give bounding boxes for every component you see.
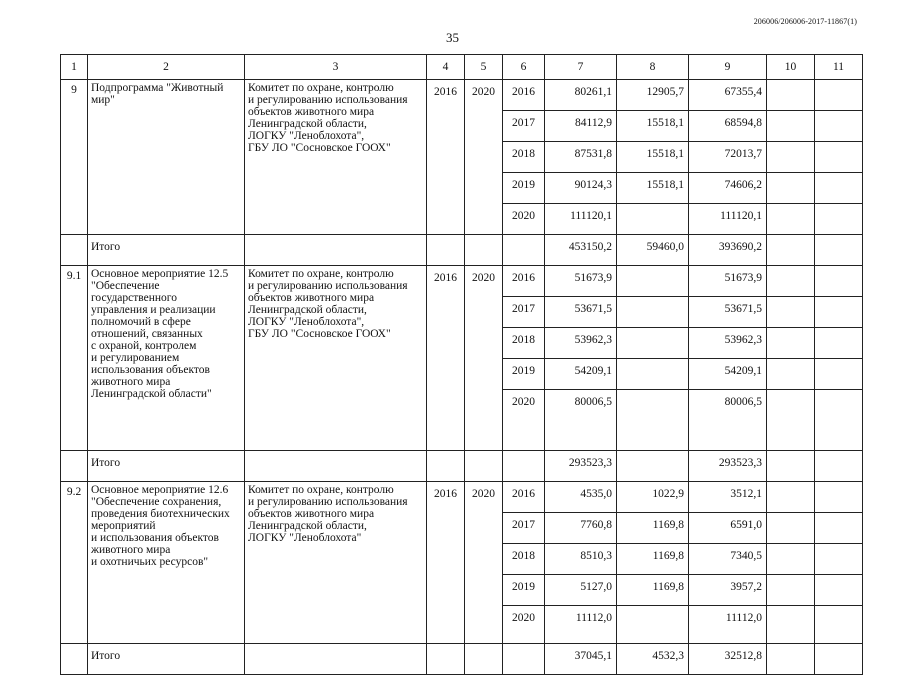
col11-cell: [815, 266, 863, 297]
federal-funding-cell: [617, 359, 689, 390]
col10-cell: [767, 482, 815, 513]
total-funding-cell: 111120,1: [545, 204, 617, 235]
col-header-2: 2: [88, 55, 245, 80]
col11-cell: [815, 297, 863, 328]
col10-cell: [767, 111, 815, 142]
year-cell: 2017: [503, 297, 545, 328]
total-funding-cell: 80006,5: [545, 390, 617, 451]
end-year-cell: 2020: [465, 482, 503, 644]
total-funding-cell: 8510,3: [545, 544, 617, 575]
col10-cell: [767, 544, 815, 575]
year-cell: 2018: [503, 328, 545, 359]
col11-cell: [815, 142, 863, 173]
total-sum-cell: 293523,3: [545, 451, 617, 482]
program-funding-table: [60, 54, 863, 675]
total-funding-cell: 51673,9: [545, 266, 617, 297]
start-year-cell: 2016: [427, 80, 465, 235]
col-header-9: 9: [689, 55, 767, 80]
col-header-11: 11: [815, 55, 863, 80]
federal-funding-cell: 15518,1: [617, 173, 689, 204]
responsible-cell: Комитет по охране, контролю и регулированию использования объектов животного мира Ленинградской области, ЛОГКУ "Леноблохота": [245, 482, 427, 644]
regional-funding-cell: 74606,2: [689, 173, 767, 204]
total-funding-cell: 84112,9: [545, 111, 617, 142]
col11-cell: [815, 173, 863, 204]
col10-cell: [767, 204, 815, 235]
total-regional-cell: 393690,2: [689, 235, 767, 266]
total-regional-cell: 32512,8: [689, 644, 767, 675]
regional-funding-cell: 3512,1: [689, 482, 767, 513]
regional-funding-cell: 53962,3: [689, 328, 767, 359]
regional-funding-cell: 3957,2: [689, 575, 767, 606]
year-cell: 2017: [503, 513, 545, 544]
regional-funding-cell: 11112,0: [689, 606, 767, 644]
total-funding-cell: 54209,1: [545, 359, 617, 390]
col11-cell: [815, 111, 863, 142]
total-funding-cell: 53962,3: [545, 328, 617, 359]
total-empty-cell: [503, 644, 545, 675]
regional-funding-cell: 111120,1: [689, 204, 767, 235]
regional-funding-cell: 54209,1: [689, 359, 767, 390]
total-regional-cell: 293523,3: [689, 451, 767, 482]
col11-cell: [815, 513, 863, 544]
year-cell: 2018: [503, 142, 545, 173]
federal-funding-cell: 15518,1: [617, 111, 689, 142]
col-header-6: 6: [503, 55, 545, 80]
col-header-4: 4: [427, 55, 465, 80]
year-cell: 2019: [503, 359, 545, 390]
table-body: [61, 80, 863, 675]
row-number-cell: 9: [61, 80, 88, 235]
regional-funding-cell: 68594,8: [689, 111, 767, 142]
col10-cell: [767, 328, 815, 359]
end-year-cell: 2020: [465, 80, 503, 235]
responsible-cell: Комитет по охране, контролю и регулированию использования объектов животного мира Ленинградской области, ЛОГКУ "Леноблохота", ГБУ ЛО "Сосновское ГООХ": [245, 266, 427, 451]
col10-cell: [767, 513, 815, 544]
program-name-cell: Подпрограмма "Животный мир": [88, 80, 245, 235]
col10-cell: [767, 390, 815, 451]
total-empty-cell: [245, 235, 427, 266]
federal-funding-cell: [617, 297, 689, 328]
col10-cell: [767, 644, 815, 675]
page-number: 35: [446, 30, 459, 45]
end-year-cell: 2020: [465, 266, 503, 451]
total-label-cell: Итого: [88, 235, 245, 266]
total-empty-cell: [427, 644, 465, 675]
col10-cell: [767, 266, 815, 297]
program-name-cell: Основное мероприятие 12.6 "Обеспечение сохранения, проведения биотехнических мероприятий и использования объектов животного мира и охотничьих ресурсов": [88, 482, 245, 644]
total-row: [61, 235, 863, 266]
federal-funding-cell: [617, 266, 689, 297]
col-header-1: 1: [61, 55, 88, 80]
year-cell: 2020: [503, 204, 545, 235]
federal-funding-cell: 1169,8: [617, 544, 689, 575]
total-no-cell: [61, 451, 88, 482]
total-row: [61, 644, 863, 675]
col10-cell: [767, 80, 815, 111]
col10-cell: [767, 235, 815, 266]
federal-funding-cell: [617, 390, 689, 451]
year-cell: 2019: [503, 173, 545, 204]
total-empty-cell: [245, 451, 427, 482]
start-year-cell: 2016: [427, 482, 465, 644]
col11-cell: [815, 606, 863, 644]
total-funding-cell: 87531,8: [545, 142, 617, 173]
col-header-7: 7: [545, 55, 617, 80]
col-header-5: 5: [465, 55, 503, 80]
federal-funding-cell: [617, 328, 689, 359]
year-cell: 2016: [503, 80, 545, 111]
total-funding-cell: 7760,8: [545, 513, 617, 544]
total-empty-cell: [465, 644, 503, 675]
total-sum-cell: 453150,2: [545, 235, 617, 266]
total-funding-cell: 80261,1: [545, 80, 617, 111]
federal-funding-cell: 15518,1: [617, 142, 689, 173]
col10-cell: [767, 606, 815, 644]
col11-cell: [815, 544, 863, 575]
total-empty-cell: [503, 451, 545, 482]
header-row: [61, 55, 863, 80]
total-federal-cell: 59460,0: [617, 235, 689, 266]
federal-funding-cell: [617, 606, 689, 644]
col-header-3: 3: [245, 55, 427, 80]
responsible-cell: Комитет по охране, контролю и регулированию использования объектов животного мира Ленинградской области, ЛОГКУ "Леноблохота", ГБУ ЛО "Сосновское ГООХ": [245, 80, 427, 235]
col11-cell: [815, 390, 863, 451]
total-row: [61, 451, 863, 482]
year-cell: 2020: [503, 606, 545, 644]
year-cell: 2016: [503, 266, 545, 297]
total-label-cell: Итого: [88, 451, 245, 482]
col11-cell: [815, 204, 863, 235]
col10-cell: [767, 142, 815, 173]
total-empty-cell: [245, 644, 427, 675]
col11-cell: [815, 80, 863, 111]
total-funding-cell: 4535,0: [545, 482, 617, 513]
total-funding-cell: 5127,0: [545, 575, 617, 606]
col11-cell: [815, 328, 863, 359]
total-empty-cell: [427, 235, 465, 266]
col10-cell: [767, 451, 815, 482]
total-no-cell: [61, 235, 88, 266]
federal-funding-cell: 1022,9: [617, 482, 689, 513]
total-empty-cell: [465, 451, 503, 482]
total-empty-cell: [465, 235, 503, 266]
total-funding-cell: 90124,3: [545, 173, 617, 204]
year-cell: 2017: [503, 111, 545, 142]
federal-funding-cell: 1169,8: [617, 575, 689, 606]
start-year-cell: 2016: [427, 266, 465, 451]
regional-funding-cell: 72013,7: [689, 142, 767, 173]
regional-funding-cell: 51673,9: [689, 266, 767, 297]
table-row: [61, 80, 863, 111]
total-federal-cell: [617, 451, 689, 482]
document-id: 206006/206006-2017-11867(1): [753, 17, 857, 26]
regional-funding-cell: 53671,5: [689, 297, 767, 328]
total-empty-cell: [503, 235, 545, 266]
federal-funding-cell: [617, 204, 689, 235]
total-no-cell: [61, 644, 88, 675]
col11-cell: [815, 482, 863, 513]
total-sum-cell: 37045,1: [545, 644, 617, 675]
col10-cell: [767, 173, 815, 204]
col10-cell: [767, 297, 815, 328]
regional-funding-cell: 7340,5: [689, 544, 767, 575]
col11-cell: [815, 235, 863, 266]
federal-funding-cell: 12905,7: [617, 80, 689, 111]
col11-cell: [815, 451, 863, 482]
regional-funding-cell: 67355,4: [689, 80, 767, 111]
regional-funding-cell: 80006,5: [689, 390, 767, 451]
total-label-cell: Итого: [88, 644, 245, 675]
row-number-cell: 9.1: [61, 266, 88, 451]
col11-cell: [815, 359, 863, 390]
year-cell: 2018: [503, 544, 545, 575]
total-federal-cell: 4532,3: [617, 644, 689, 675]
total-funding-cell: 53671,5: [545, 297, 617, 328]
total-funding-cell: 11112,0: [545, 606, 617, 644]
table-row: [61, 266, 863, 297]
program-name-cell: Основное мероприятие 12.5 "Обеспечение государственного управления и реализации полномочий в сфере отношений, связанных с охраной, контролем и регулированием использования объектов животного мира Ленинградской области": [88, 266, 245, 451]
col10-cell: [767, 359, 815, 390]
col10-cell: [767, 575, 815, 606]
col-header-10: 10: [767, 55, 815, 80]
total-empty-cell: [427, 451, 465, 482]
regional-funding-cell: 6591,0: [689, 513, 767, 544]
col11-cell: [815, 575, 863, 606]
table-row: [61, 482, 863, 513]
year-cell: 2016: [503, 482, 545, 513]
federal-funding-cell: 1169,8: [617, 513, 689, 544]
col-header-8: 8: [617, 55, 689, 80]
col11-cell: [815, 644, 863, 675]
row-number-cell: 9.2: [61, 482, 88, 644]
year-cell: 2020: [503, 390, 545, 451]
year-cell: 2019: [503, 575, 545, 606]
